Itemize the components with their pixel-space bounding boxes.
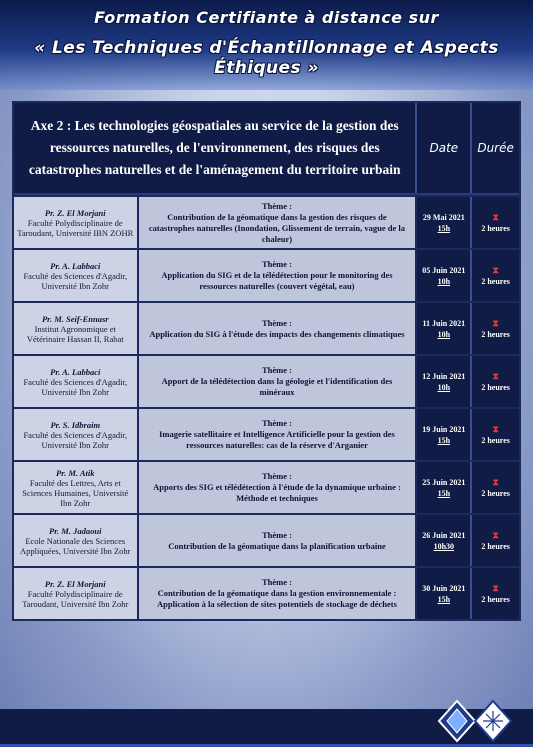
theme-text: Application du SIG et de la télédétection pour le monitoring des ressources naturelles (couvert végétal, eau) <box>161 270 393 291</box>
speaker-name: Pr. A. Labbaci <box>50 260 101 271</box>
speaker-institution: Faculté des Sciences d'Agadir, Université Ibn Zohr <box>23 429 128 450</box>
speaker-institution: Institut Agronomique et Vétérinaire Hassan II, Rabat <box>26 323 124 344</box>
theme-label: Thème : <box>261 418 292 428</box>
hourglass-icon: ⧗ <box>492 582 499 593</box>
duration-cell <box>472 462 519 513</box>
date-cell <box>417 515 472 566</box>
speaker-institution: Faculté Polydisciplinaire de Taroudant, Université IBN ZOHR <box>17 217 134 238</box>
hourglass-icon: ⧗ <box>492 211 499 222</box>
speaker-institution: Faculté Polydisciplinaire de Taroudant, Université Ibn Zohr <box>22 588 129 609</box>
theme-text: Contribution de la géomatique dans la planification urbaine <box>168 540 386 551</box>
session-duration: 2 heures <box>481 435 510 445</box>
session-duration: 2 heures <box>481 276 510 286</box>
theme-text: Imagerie satellitaire et Intelligence Artificielle pour la gestion des ressources naturelles: cas de la réserve d'Arganier <box>159 429 395 450</box>
session-duration: 2 heures <box>481 541 510 551</box>
duration-cell <box>472 568 519 619</box>
date-cell <box>417 462 472 513</box>
theme-text: Application du SIG à l'étude des impacts des changements climatiques <box>149 328 405 339</box>
header-line-1: Formation Certifiante à distance sur <box>94 8 439 27</box>
theme-text: Contribution de la géomatique dans la gestion environnementale : Application à la sélection de sites potentiels de stockage de déchets <box>157 588 397 609</box>
speaker-cell <box>14 356 139 407</box>
speaker-cell <box>14 250 139 301</box>
hourglass-icon: ⧗ <box>492 423 499 434</box>
date-cell <box>417 356 472 407</box>
duration-cell <box>472 197 519 248</box>
speaker-cell <box>14 409 139 460</box>
table-header <box>14 103 519 195</box>
duration-cell <box>472 515 519 566</box>
session-row <box>14 354 519 407</box>
speaker-name: Pr. S. Idbraim <box>50 419 101 430</box>
speaker-name: Pr. A. Labbaci <box>50 366 101 377</box>
speaker-name: Pr. M. Atik <box>56 467 95 478</box>
header-line-2: « Les Techniques d'Échantillonnage et Aspects Éthiques » <box>34 38 499 78</box>
speaker-name: Pr. Z. El Morjani <box>44 207 106 218</box>
session-hour: 10h <box>437 329 451 339</box>
session-date: 12 Juin 2021 <box>422 371 466 381</box>
theme-text: Apports des SIG et télédétection à l'étude de la dynamique urbaine : Méthode et techniques <box>153 482 401 503</box>
duration-cell <box>472 356 519 407</box>
hourglass-icon: ⧗ <box>492 529 499 540</box>
theme-label: Thème : <box>261 259 292 269</box>
session-row <box>14 513 519 566</box>
date-cell <box>417 409 472 460</box>
theme-cell <box>139 197 418 248</box>
theme-label: Thème : <box>261 471 292 481</box>
session-hour: 10h <box>437 382 451 392</box>
hourglass-icon: ⧗ <box>492 264 499 275</box>
date-cell <box>417 303 472 354</box>
session-row <box>14 248 519 301</box>
theme-label: Thème : <box>261 577 292 587</box>
speaker-cell <box>14 303 139 354</box>
theme-label: Thème : <box>261 529 292 540</box>
speaker-name: Pr. M. Jadaoui <box>49 525 102 536</box>
session-date: 30 Juin 2021 <box>422 583 466 593</box>
schedule-table <box>12 101 521 621</box>
theme-cell <box>139 409 418 460</box>
theme-label: Thème : <box>261 317 292 328</box>
session-duration: 2 heures <box>481 488 510 498</box>
axe-title: Axe 2 : Les technologies géospatiales au service de la gestion des ressources naturelles, de l'environnement, des risques des catastrophes naturelles et de l'aménagement du territoire urbain <box>14 103 417 193</box>
speaker-cell <box>14 515 139 566</box>
theme-cell <box>139 250 418 301</box>
speaker-institution: Faculté des Sciences d'Agadir, Université Ibn Zohr <box>23 270 128 291</box>
session-date: 19 Juin 2021 <box>422 424 466 434</box>
theme-text: Apport de la télédétection dans la géologie et l'identification des minéraux <box>161 376 393 397</box>
session-hour: 10h30 <box>433 541 455 551</box>
theme-text: Contribution de la géomatique dans la gestion des risques de catastrophes naturelles (Inondation, Glissement de terrain, vague de la chaleur) <box>148 211 406 244</box>
session-hour: 10h <box>437 276 451 286</box>
session-date: 11 Juin 2021 <box>422 318 466 328</box>
date-cell <box>417 250 472 301</box>
hourglass-icon: ⧗ <box>492 476 499 487</box>
theme-label: Thème : <box>261 365 292 375</box>
session-hour: 15h <box>437 594 451 604</box>
hourglass-icon: ⧗ <box>492 370 499 381</box>
duration-cell <box>472 250 519 301</box>
speaker-cell <box>14 462 139 513</box>
duration-cell <box>472 409 519 460</box>
session-hour: 15h <box>437 435 451 445</box>
session-hour: 15h <box>437 488 451 498</box>
session-row <box>14 407 519 460</box>
session-duration: 2 heures <box>481 223 510 233</box>
theme-label: Thème : <box>261 200 292 211</box>
theme-cell <box>139 356 418 407</box>
session-row <box>14 566 519 619</box>
speaker-name: Pr. Z. El Morjani <box>44 578 106 589</box>
session-date: 29 Mai 2021 <box>422 212 465 222</box>
theme-cell <box>139 303 418 354</box>
speaker-cell <box>14 568 139 619</box>
speaker-name: Pr. M. Seif-Ennasr <box>41 313 109 324</box>
hourglass-icon: ⧗ <box>492 317 499 328</box>
speaker-institution: Faculté des Sciences d'Agadir, Université Ibn Zohr <box>23 376 128 397</box>
session-duration: 2 heures <box>481 594 510 604</box>
duration-cell <box>472 303 519 354</box>
theme-cell <box>139 515 418 566</box>
session-duration: 2 heures <box>481 329 510 339</box>
session-date: 05 Juin 2021 <box>422 265 466 275</box>
diamond-logo <box>437 699 517 743</box>
speaker-institution: Faculté des Lettres, Arts et Sciences Humaines, Université Ibn Zohr <box>22 477 129 508</box>
duration-header: Durée <box>477 141 514 155</box>
theme-cell <box>139 462 418 513</box>
session-row <box>14 460 519 513</box>
session-date: 25 Juin 2021 <box>422 477 466 487</box>
session-row <box>14 301 519 354</box>
theme-cell <box>139 568 418 619</box>
session-hour: 15h <box>437 223 451 233</box>
date-cell <box>417 568 472 619</box>
session-duration: 2 heures <box>481 382 510 392</box>
date-cell <box>417 197 472 248</box>
session-date: 26 Juin 2021 <box>422 530 466 540</box>
date-header: Date <box>417 103 472 193</box>
speaker-cell <box>14 197 139 248</box>
session-row <box>14 195 519 248</box>
speaker-institution: Ecole Nationale des Sciences Appliquées, Université Ibn Zohr <box>20 535 131 556</box>
